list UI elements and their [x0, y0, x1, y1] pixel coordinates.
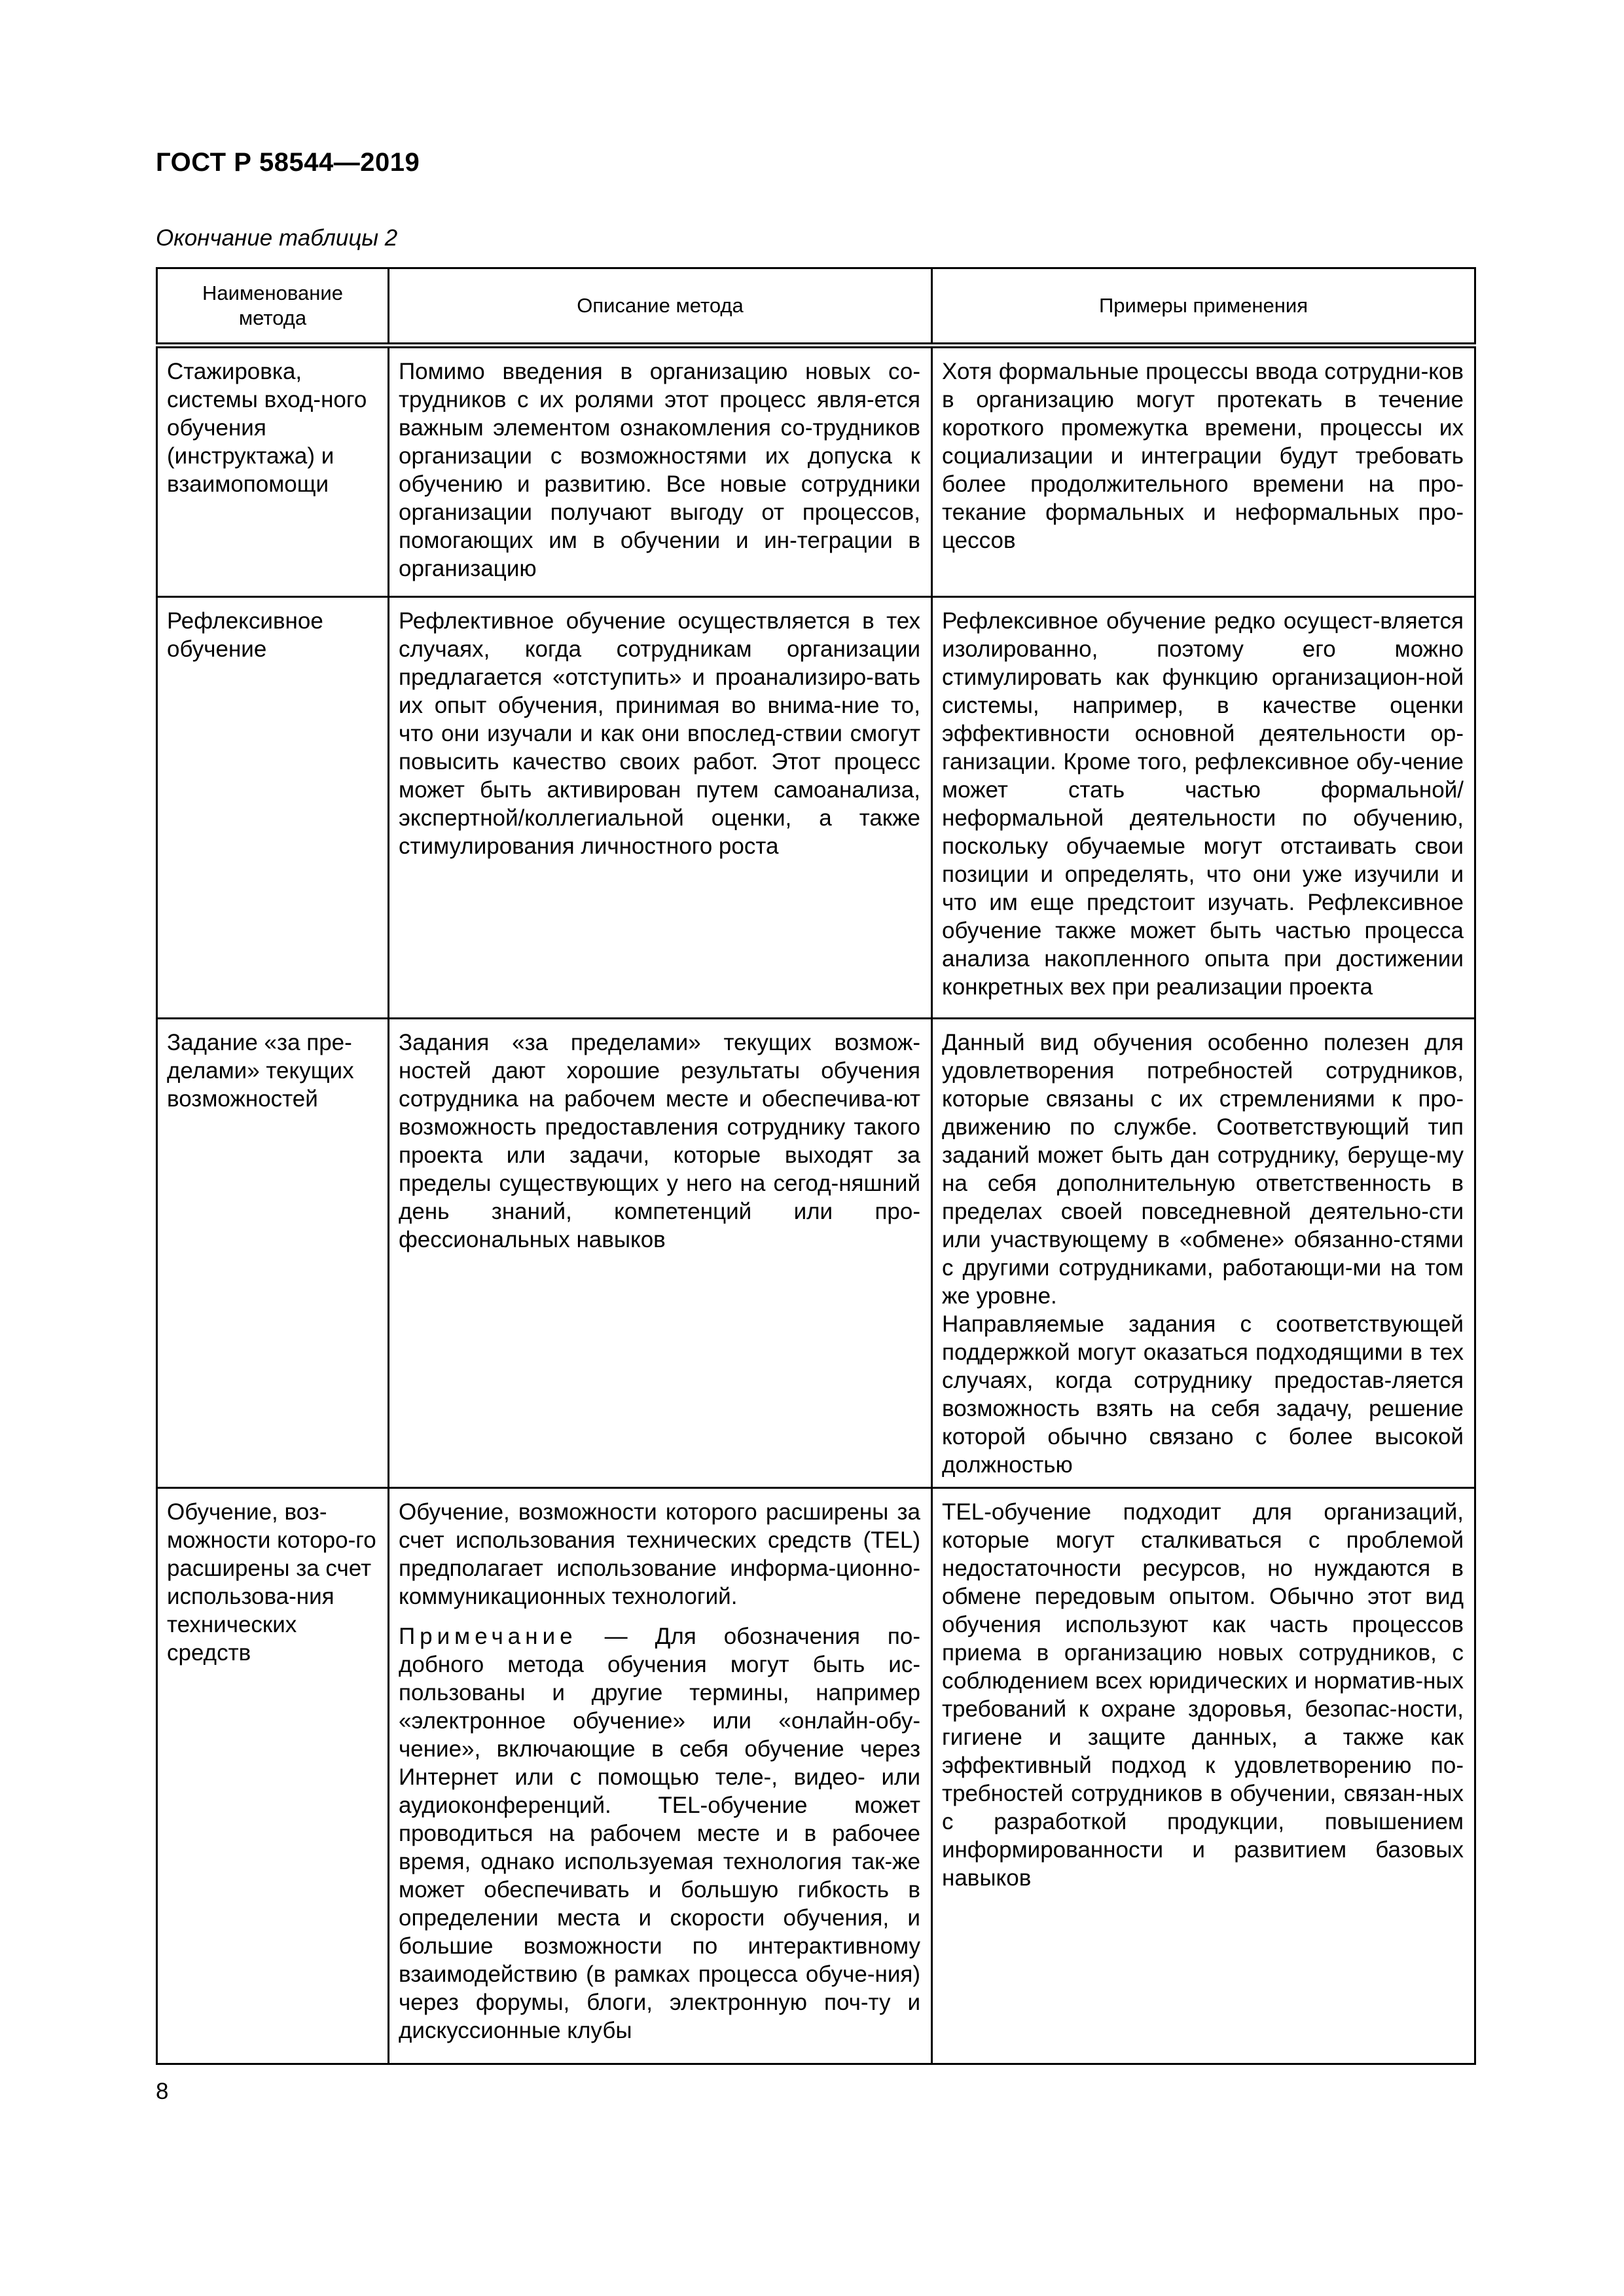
cell-method-name: Задание «за пре-делами» текущих возможностей: [157, 1019, 389, 1488]
cell-method-description: Помимо введения в организацию новых со-трудников с их ролями этот процесс явля-ется важным элементом ознакомления со-трудников организации с возможностями их допуска к обучению и развитию. Все новые сотрудники организации получают выгоду от процессов, помогающих им в обучении и ин-теграции в организацию: [389, 346, 932, 597]
examples-paragraph: Направляемые задания с соответствующей поддержкой могут оказаться подходящими в тех случаях, когда сотруднику предостав-ляется возможность взять на себя задачу, решение которой обычно связано с более высокой должностью: [942, 1311, 1464, 1478]
note-label: Примечание: [399, 1624, 577, 1649]
cell-examples: [932, 1019, 1475, 1488]
cell-method-description: [389, 1488, 932, 2064]
cell-method-name: Рефлексивное обучение: [157, 597, 389, 1019]
table-header-row: [157, 268, 1475, 346]
table-row: [157, 597, 1475, 1019]
note-text: — Для обозначения по-добного метода обучения могут быть ис-пользованы и другие термины, например «электронное обучение» или «онлайн-обу-чение», включающие в себя обучение через Интернет или с помощью теле-, видео- или аудиоконференций. TEL-обучение может проводиться на рабочем месте и в рабочее время, однако используемая технология так-же может обеспечивать и большую гибкость в определении места и скорости обучения, и большие возможности по интерактивному взаимодействию (в рамках процесса обуче-ния) через форумы, блоги, электронную поч-ту и дискуссионные клубы: [399, 1624, 920, 2043]
page-number: 8: [156, 2079, 169, 2104]
table-row: [157, 1488, 1475, 2064]
column-header-examples: Примеры применения: [932, 268, 1475, 346]
cell-method-name: Стажировка, системы вход-ного обучения (инструктажа) и взаимопомощи: [157, 346, 389, 597]
column-header-method-description: Описание метода: [389, 268, 932, 346]
description-paragraph: Обучение, возможности которого расширены за счет использования технических средств (TEL) предполагает использование информа-ционно-коммуникационных технологий.: [399, 1499, 920, 1609]
table-row: [157, 346, 1475, 597]
cell-method-description: Задания «за пределами» текущих возмож-ностей дают хорошие результаты обучения сотрудника на рабочем месте и обеспечива-ют возможность предоставления сотруднику такого проекта или задачи, которые выходят за пределы существующих у него на сегод-няшний день знаний, компетенций или про-фессиональных навыков: [389, 1019, 932, 1488]
table-row: [157, 1019, 1475, 1488]
examples-paragraph: Данный вид обучения особенно полезен для удовлетворения потребностей сотрудников, которые связаны с их стремлениями к про-движению по службе. Соответствующий тип заданий может быть дан сотруднику, берущe-му на себя дополнительную ответственность в пределах своей повседневной деятельно-сти или участвующему в «обмене» обязанно-стями с другими сотрудниками, работающи-ми на том же уровне.: [942, 1030, 1464, 1309]
cell-method-description: Рефлективное обучение осуществляется в тех случаях, когда сотрудникам организации предлагается «отступить» и проанализиро-вать их опыт обучения, принимая во внима-ние то, что они изучали и как они впослед-ствии смогут повысить качество своих работ. Этот процесс может быть активирован путем самоанализа, экспертной/коллегиальной оценки, а также стимулирования личностного роста: [389, 597, 932, 1019]
cell-method-name: Обучение, воз-можности которо-го расширены за счет использова-ния технических средств: [157, 1488, 389, 2064]
document-title: ГОСТ Р 58544—2019: [156, 148, 420, 177]
column-header-method-name: Наименование метода: [157, 268, 389, 346]
cell-examples: Хотя формальные процессы ввода сотрудни-ков в организацию могут протекать в течение короткого промежутка времени, процессы их социализации и интеграции будут требовать более продолжительного времени на про-текание формальных и неформальных про-цессов: [932, 346, 1475, 597]
table-caption: Окончание таблицы 2: [156, 225, 398, 251]
note-paragraph: [399, 1622, 920, 2045]
methods-table: [156, 267, 1476, 2065]
cell-examples: TEL-обучение подходит для организаций, которые могут сталкиваться с проблемой недостаточности ресурсов, но нуждаются в обмене передовым опытом. Обычно этот вид обучения используют как часть процессов приема в организацию новых сотрудников, с соблюдением всех юридических и норматив-ных требований к охране здоровья, безопас-ности, гигиене и защите данных, а также как эффективный подход к удовлетворению по-требностей сотрудников в обучении, связан-ных с разработкой продукции, повышением информированности и развитием базовых навыков: [932, 1488, 1475, 2064]
cell-examples: Рефлексивное обучение редко осущест-вляется изолированно, поэтому его можно стимулировать как функцию организацион-ной системы, например, в качестве оценки эффективности основной деятельности ор-ганизации. Кроме того, рефлексивное обу-чение может стать частью формальной/ неформальной деятельности по обучению, поскольку обучаемые могут отстаивать свои позиции и определять, что они уже изучили и что им еще предстоит изучать. Рефлексивное обучение также может быть частью процесса анализа накопленного опыта при достижении конкретных вех при реализации проекта: [932, 597, 1475, 1019]
